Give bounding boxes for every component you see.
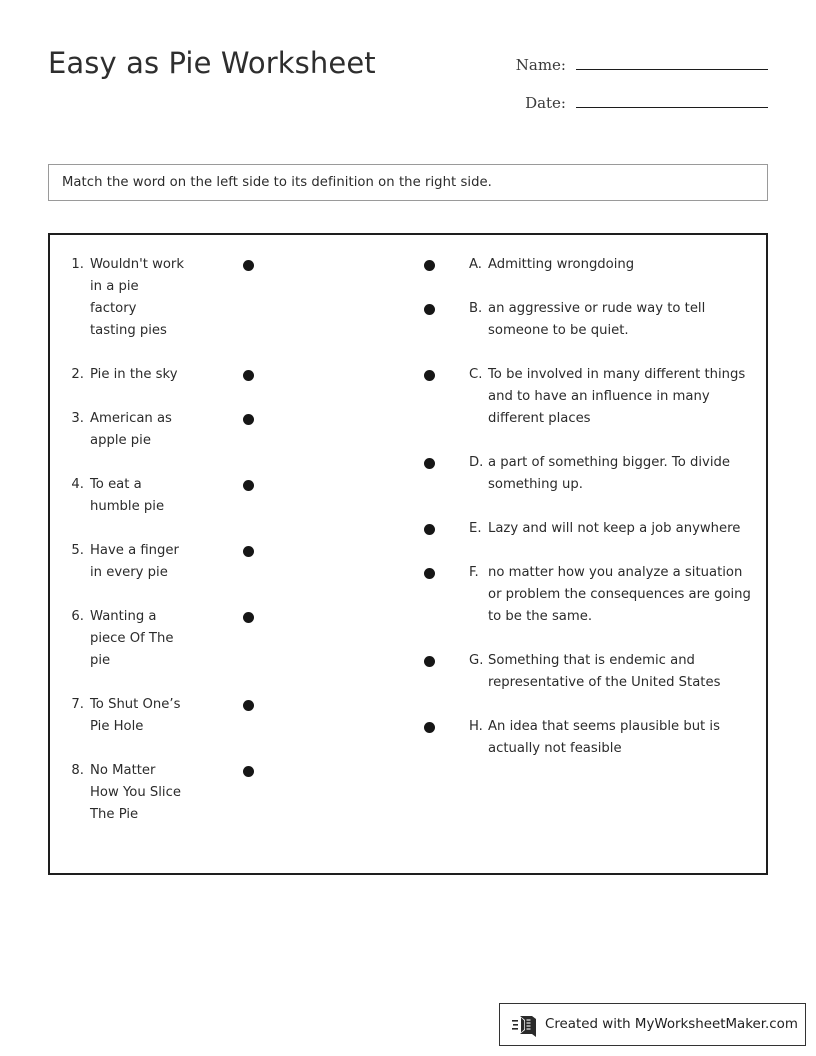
word-match-dot[interactable] [243, 612, 254, 623]
definition-item [417, 452, 757, 496]
name-label: Name: [515, 56, 566, 74]
word-number: 3. [71, 411, 84, 426]
word-number: 8. [71, 763, 84, 778]
name-field-row [516, 52, 768, 74]
matching-exercise-box [48, 233, 768, 875]
definition-match-dot[interactable] [424, 260, 435, 271]
word-text: Wanting a piece Of The pie [90, 609, 174, 668]
definition-match-dot[interactable] [424, 656, 435, 667]
word-match-dot[interactable] [243, 766, 254, 777]
word-text: To eat a humble pie [90, 477, 165, 514]
matching-columns [50, 235, 766, 873]
definition-match-dot[interactable] [424, 524, 435, 535]
word-match-dot[interactable] [243, 480, 254, 491]
word-item [64, 760, 254, 826]
definition-letter: B. [469, 301, 483, 316]
definition-text: a part of something bigger. To divide something up. [488, 455, 730, 492]
definition-item [417, 518, 757, 540]
definition-match-dot[interactable] [424, 304, 435, 315]
definition-match-dot[interactable] [424, 458, 435, 469]
word-text: Pie in the sky [90, 367, 178, 382]
word-item [64, 408, 254, 452]
word-number: 2. [71, 367, 84, 382]
word-number: 4. [71, 477, 84, 492]
instruction-box [48, 164, 768, 201]
footer-attribution-badge[interactable] [499, 1003, 806, 1046]
definition-item [417, 650, 757, 694]
word-match-dot[interactable] [243, 546, 254, 557]
word-text: Have a finger in every pie [90, 543, 179, 580]
word-item [64, 694, 254, 738]
definition-letter: E. [469, 521, 482, 536]
instruction-text: Match the word on the left side to its definition on the right side. [62, 175, 492, 190]
definition-item [417, 254, 757, 276]
definition-column [417, 254, 757, 782]
definition-item [417, 716, 757, 760]
name-input[interactable] [576, 52, 768, 70]
word-number: 6. [71, 609, 84, 624]
word-match-dot[interactable] [243, 414, 254, 425]
word-item [64, 540, 254, 584]
date-label: Date: [525, 94, 566, 112]
definition-item [417, 562, 757, 628]
word-match-dot[interactable] [243, 260, 254, 271]
definition-text: no matter how you analyze a situation or problem the consequences are going to be the same. [488, 565, 751, 624]
definition-match-dot[interactable] [424, 370, 435, 381]
word-text: No Matter How You Slice The Pie [90, 763, 181, 822]
word-item [64, 364, 254, 386]
definition-letter: F. [469, 565, 479, 580]
word-number: 1. [71, 257, 84, 272]
definition-letter: D. [469, 455, 484, 470]
definition-letter: H. [469, 719, 483, 734]
date-field-row [525, 90, 768, 112]
word-number: 7. [71, 697, 84, 712]
date-input[interactable] [576, 90, 768, 108]
definition-text: an aggressive or rude way to tell someone to be quiet. [488, 301, 706, 338]
definition-letter: G. [469, 653, 484, 668]
definition-text: Lazy and will not keep a job anywhere [488, 521, 741, 536]
word-column [64, 254, 254, 848]
definition-match-dot[interactable] [424, 568, 435, 579]
definition-letter: C. [469, 367, 483, 382]
word-item [64, 474, 254, 518]
definition-item [417, 298, 757, 342]
word-text: To Shut One’s Pie Hole [90, 697, 181, 734]
definition-match-dot[interactable] [424, 722, 435, 733]
definition-item [417, 364, 757, 430]
worksheet-header [0, 0, 816, 140]
word-match-dot[interactable] [243, 370, 254, 381]
word-item [64, 606, 254, 672]
word-number: 5. [71, 543, 84, 558]
definition-text: Admitting wrongdoing [488, 257, 635, 272]
word-item [64, 254, 254, 342]
worksheet-maker-logo-icon [512, 1013, 538, 1037]
footer-attribution-text: Created with MyWorksheetMaker.com [545, 1017, 798, 1032]
page-title: Easy as Pie Worksheet [48, 46, 376, 80]
definition-text: An idea that seems plausible but is actually not feasible [488, 719, 720, 756]
definition-letter: A. [469, 257, 482, 272]
word-match-dot[interactable] [243, 700, 254, 711]
definition-text: To be involved in many different things and to have an influence in many different places [488, 367, 746, 426]
definition-text: Something that is endemic and representative of the United States [488, 653, 721, 690]
word-text: Wouldn't work in a pie factory tasting pies [90, 257, 184, 338]
word-text: American as apple pie [90, 411, 172, 448]
